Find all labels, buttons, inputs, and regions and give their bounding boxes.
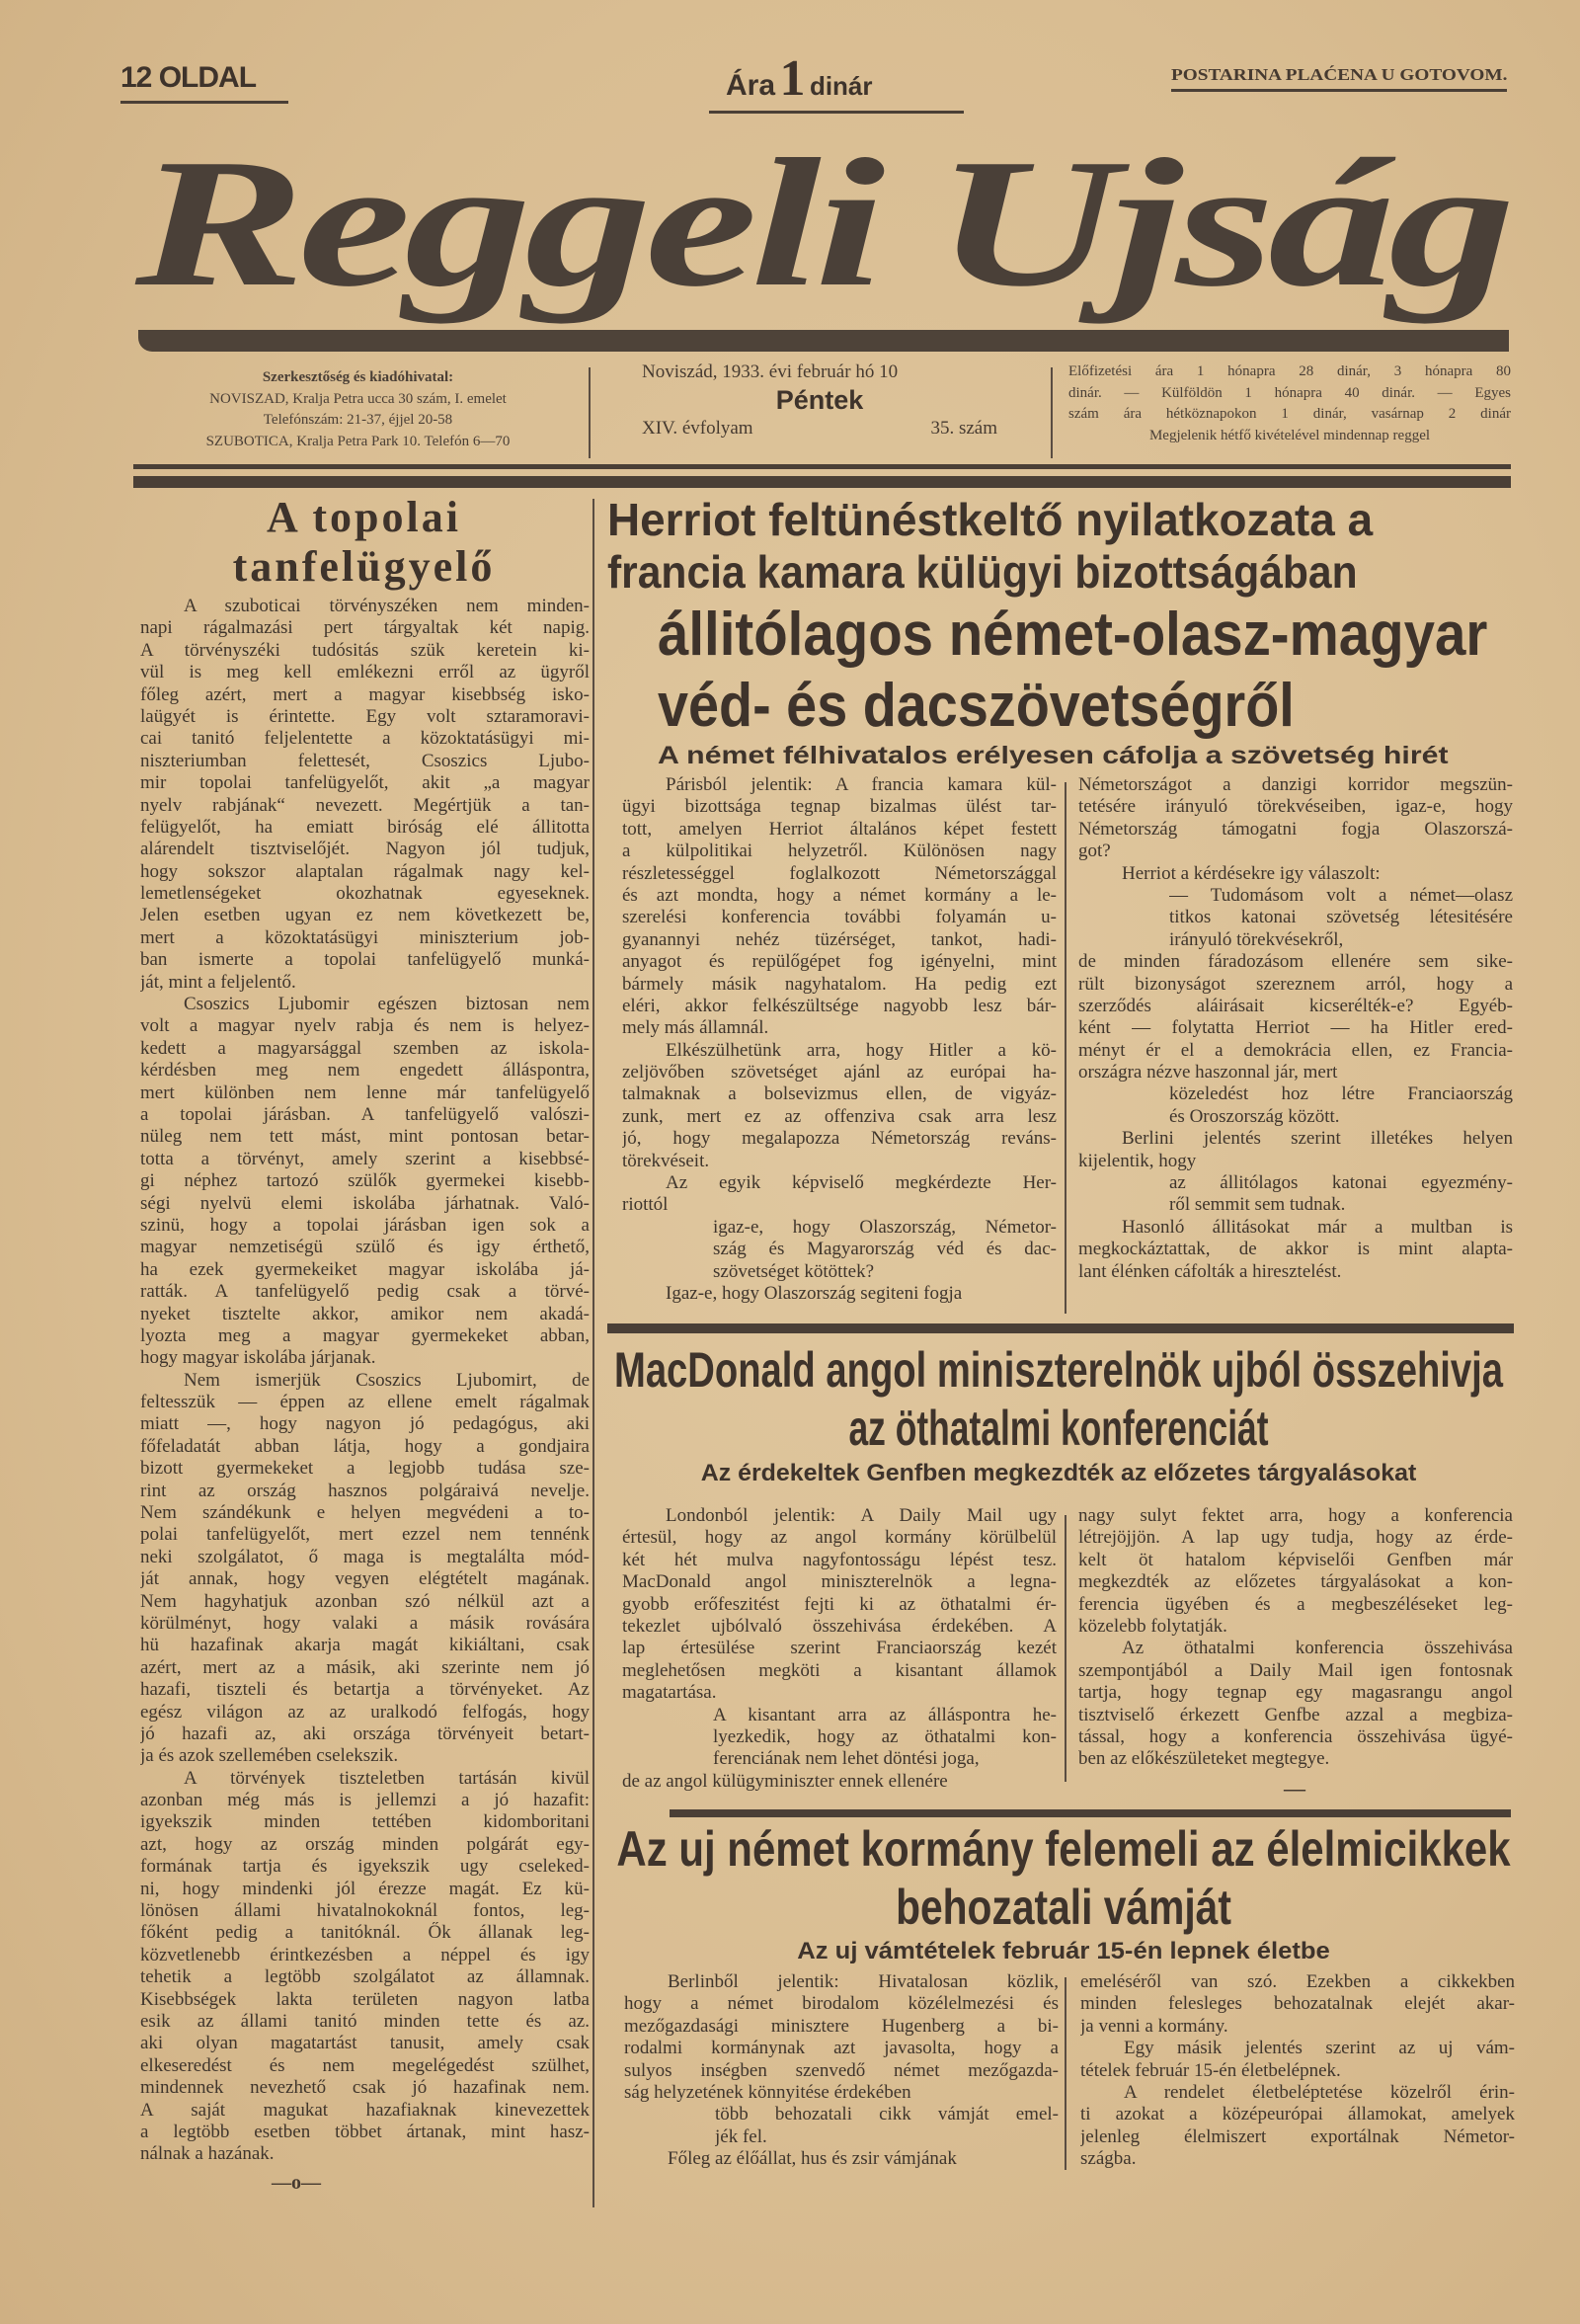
issue-weekday: Péntek	[775, 385, 864, 415]
text-line: részletességgel foglalkozott Németországgal	[622, 862, 1057, 884]
text-line: jelenleg élelmiszert exportálnak Németor-	[1080, 2125, 1515, 2147]
macdonald-headline-line: MacDonald angol miniszterelnök ujból összehivja	[613, 1342, 1504, 1398]
text-line: ti azokat a középeurópai államokat, amelyek	[1080, 2104, 1515, 2125]
text-line: ként — folytatta Herriot — ha Hitler ered-	[1078, 1017, 1513, 1039]
text-line: felügyelőt, ha emiatt biróság elé állitotta	[140, 816, 590, 838]
text-line: tisztviselő érkezett Genfbe azzal a megbiza-	[1078, 1704, 1513, 1725]
paragraph	[1080, 1971, 1515, 2038]
herriot-column-rule	[1065, 782, 1066, 1314]
text-line: tekezlet ujbólvaló összehivása érdekében. A	[622, 1615, 1057, 1637]
subscription-line: Előfizetési ára 1 hónapra 28 dinár, 3 hónapra 80	[1068, 363, 1511, 379]
text-line: minden felesleges behozatalnak elejét akar-	[1080, 1993, 1515, 2015]
paragraph	[1078, 1128, 1513, 1172]
text-line: irányuló törekvésekről,	[1169, 928, 1344, 950]
text-line: Németország támogatni fogja Olaszorszá-	[1078, 818, 1513, 840]
header-rule-thick	[133, 476, 1511, 488]
text-line: meglehetősen megköti a kisantant államok	[622, 1659, 1057, 1681]
herriot-deck-line: állitólagos német-olasz-magyar	[658, 601, 1488, 669]
text-line: szág és Magyarország véd és dac-	[713, 1239, 1057, 1260]
text-line: igyekszik minden tettében kidomboritani	[140, 1811, 590, 1833]
text-line: ja és azok szellemében cselekszik.	[140, 1745, 399, 1767]
text-line: volt a magyar nyelv rabja és nem is helyez-	[140, 1015, 590, 1037]
text-line: magatartása.	[622, 1682, 717, 1704]
text-line: közeledést hoz létre Franciaország	[1169, 1083, 1513, 1105]
text-line: hü hazafinak akarja magát kikiáltani, csak	[140, 1635, 590, 1656]
paragraph	[140, 596, 590, 994]
text-line: got?	[1078, 841, 1111, 862]
text-line: szerelési konferencia további folyamán u-	[622, 907, 1057, 928]
text-line: ban ismerte a topolai tanfelügyelő munká-	[140, 949, 590, 971]
text-line: ja venni a kormány.	[1080, 2015, 1228, 2037]
text-line: azért, mert az a másik, aki szerinte nem jó	[140, 1656, 590, 1678]
section-rule	[670, 1809, 1511, 1817]
text-line: lönösen állami hivatalnokoknál fontos, leg-	[140, 1900, 590, 1922]
text-line: zeljövőben szövetséget ajánl az európai ha-	[622, 1062, 1057, 1083]
paragraph	[622, 1040, 1057, 1172]
text-line: — Tudomásom volt a német—olasz	[1169, 884, 1513, 906]
text-line: ségi nyelvü elemi iskolába járhatnak. Való-	[140, 1192, 590, 1214]
text-line: Az öthatalmi konferencia összehivása	[1122, 1638, 1513, 1659]
text-line: ügyi bizottsága tegnap bizalmas ülést tar-	[622, 796, 1057, 818]
paragraph	[1078, 951, 1513, 1083]
text-line: azonban még más is jellemzi a jó hazafit:	[140, 1790, 590, 1811]
text-line: körülményt, hogy valaki a másik rovására	[140, 1612, 590, 1634]
issue-info	[642, 361, 997, 440]
text-line: sulyos inségben szenvedő német mezőgazda-	[624, 2059, 1059, 2081]
text-line: gyobb erőfeszitést fejti ki az öthatalmi ér-	[622, 1593, 1057, 1615]
title-line: A topolai	[267, 493, 461, 541]
text-line: formának tartja és igyekszik ugy cseleked-	[140, 1856, 590, 1878]
paragraph	[1078, 1638, 1513, 1770]
text-line: szempontjából a Daily Mail igen fontosnak	[1078, 1659, 1513, 1681]
text-line: ni, hogy mindenki jól érezze magát. Ez kü-	[140, 1878, 590, 1899]
masthead-logo: Reggeli Ujság	[135, 121, 1509, 325]
text-line: A törvényszéki tudósitás szük keretein ki-	[140, 639, 590, 661]
text-line: lyezkedik, hogy az öthatalmi kon-	[713, 1725, 1057, 1747]
paragraph	[622, 1172, 1057, 1217]
vam-headline-line: Az uj német kormány felemeli az élelmicikkek	[616, 1821, 1511, 1877]
text-line: Jelen esetben ugyan ez nem következett be,	[140, 905, 590, 926]
text-line: mindennek nevezhető csak jó hazafinak nem.	[140, 2077, 590, 2099]
price-unit: dinár	[809, 71, 873, 101]
text-line: vül is meg kell emlékezni erről az ügyről	[140, 662, 590, 683]
text-line: ját annak, hogy vegyen elégtételt magának.	[140, 1568, 590, 1590]
text-line: miatt —, hogy nagyon jó pedagógus, aki	[140, 1413, 590, 1435]
paragraph	[1078, 774, 1513, 863]
text-line: ről semmit sem tudnak.	[1169, 1194, 1346, 1216]
text-line: tartja, hogy tegnap egy magasrangu angol	[1078, 1682, 1513, 1704]
text-line: azt, hogy az ország minden polgárát egy-	[140, 1833, 590, 1855]
text-line: tehetik a legtöbb szolgálatot az államnak.	[140, 1966, 590, 1988]
paragraph	[140, 994, 590, 1370]
text-line: ság helyzetének könnyitése érdekében	[624, 2081, 911, 2103]
quoted-paragraph	[624, 2104, 1059, 2148]
text-line: polai tanfelügyelőt, mert ezzel nem tennénk	[140, 1524, 590, 1546]
text-line: rint az ország hasznos polgáraivá nevelje.	[140, 1480, 590, 1501]
text-line: szerződés aláirásait kicserélték-e? Egyéb-	[1078, 995, 1513, 1016]
macdonald-end-mark: —	[1284, 1776, 1305, 1801]
text-line: emeléséről van szó. Ezekben a cikkekben	[1080, 1971, 1515, 1992]
text-line: Egy másik jelentés szerint az uj vám-	[1124, 2038, 1515, 2059]
text-line: egész világon az az uralkodó felfogás, hogy	[140, 1701, 590, 1723]
paragraph	[624, 1971, 1059, 2104]
paragraph	[624, 2148, 1059, 2170]
issue-volume: XIV. évfolyam	[642, 418, 753, 439]
text-line: A szuboticai törvényszéken nem minden-	[184, 596, 590, 616]
text-line: a legtöbb esetben többet ártanak, mint hasz-	[140, 2121, 590, 2142]
text-line: megkezdték az előzetes tárgyalásokat a kon-	[1078, 1571, 1513, 1593]
publication-schedule: Megjelenik hétfő kivételével mindennap reggel	[1148, 427, 1431, 443]
text-line: ha ezek gyermekeiket magyar iskolába já-	[140, 1258, 590, 1280]
paragraph	[140, 1370, 590, 1768]
column-rule-left	[592, 499, 594, 2207]
article-topolai	[138, 493, 590, 2207]
text-line: létrejöjjön. A lap ugy tudja, hogy az érde-	[1078, 1527, 1513, 1549]
text-line: alárendelt tisztviselőjét. Nagyon jól tudjuk,	[140, 839, 590, 860]
office-address-noviszad: NOVISZAD, Kralja Petra ucca 30 szám, I. emelet	[209, 390, 507, 407]
office-address-szubotica: SZUBOTICA, Kralja Petra Park 10. Telefón 6—70	[205, 433, 511, 449]
subscription-info	[1068, 361, 1511, 446]
text-line: kérdésben meg nem engedett álláspontra,	[140, 1060, 590, 1082]
text-line: a topolai járásban. A tanfelügyelő valószi-	[140, 1103, 590, 1125]
text-line: feltesszük — éppen az ellene emelt rágalmak	[140, 1392, 590, 1413]
text-line: jék fel.	[715, 2125, 767, 2147]
text-line: hogy a német birodalom közélelmezési és	[624, 1993, 1059, 2015]
herriot-column-2	[1078, 774, 1513, 1283]
text-line: eléri, akkor felkészültsége nagyobb lesz bár-	[622, 995, 1057, 1016]
text-line: hazafi, tiszteli és betartja a törvényeket. Az	[140, 1679, 590, 1701]
text-line: kedett a magyarsággal szemben az iskola-	[140, 1037, 590, 1059]
text-line: lant élénken cáfolták a hiresztelést.	[1078, 1260, 1342, 1282]
text-line: törekvéseit.	[622, 1150, 710, 1171]
postage-underline	[1171, 89, 1507, 92]
subscription-line: dinár. — Külföldön 1 hónapra 40 dinár. — Egyes	[1068, 384, 1511, 401]
text-line: cai tanitó feljelentette a közoktatásügyi mi-	[140, 728, 590, 750]
macdonald-column-rule	[1065, 1515, 1066, 1782]
text-line: de minden fáradozásom ellenére sem sike-	[1078, 951, 1513, 973]
price-underline	[709, 111, 964, 114]
text-line: bármely másik nagyhatalom. Ha pedig ezt	[622, 973, 1057, 995]
quoted-paragraph	[622, 1217, 1057, 1283]
text-line: jó, hogy megalapozza Németország reváns-	[622, 1128, 1057, 1150]
end-mark: —o—	[272, 2172, 321, 2194]
text-line: MacDonald angol miniszterelnök a legna-	[622, 1571, 1057, 1593]
text-line: riottól	[622, 1194, 669, 1216]
text-line: nüleg nem tett mást, mint pontosan betar-	[140, 1126, 590, 1148]
text-line: ferencia ügyében és a megbeszéléseket leg-	[1078, 1593, 1513, 1615]
text-line: elkeseredést és nem megelégedést szülhet,	[140, 2054, 590, 2076]
postage-note: POSTARINA PLAĆENA U GOTOVOM.	[1171, 65, 1508, 84]
text-line: bizott gyermekeket a legjobb tudása sze-	[140, 1458, 590, 1480]
paragraph	[140, 1768, 590, 2166]
text-line: közvetlenebb érintkezésben a néppel és igy	[140, 1944, 590, 1965]
page-count-label: 12 OLDAL	[120, 61, 257, 94]
text-line: igaz-e, hogy Olaszország, Németor-	[713, 1216, 1057, 1238]
text-line: tott, amelyen Herriot általános képet festett	[622, 818, 1057, 840]
text-line: tételek február 15-én életbelépnek.	[1080, 2059, 1341, 2081]
text-line: és azt mondta, hogy a német kormány a le-	[622, 884, 1057, 906]
text-line: több behozatali cikk vámját emel-	[715, 2104, 1059, 2125]
herriot-subhead: A német félhivatalos erélyesen cáfolja a szövetség hirét	[658, 742, 1449, 769]
text-line: A saját magukat hazafiaknak kinevezettek	[140, 2099, 590, 2121]
text-line: de az angol külügyminiszter ennek ellenére	[622, 1770, 948, 1792]
price-number: 1	[779, 50, 806, 107]
text-line: szinü, hogy a topolai járásban igen sok a	[140, 1214, 590, 1236]
text-line: főleg azért, mert a magyar kisebbség isko-	[140, 683, 590, 705]
text-line: Az egyik képviselő megkérdezte Her-	[666, 1172, 1057, 1194]
text-line: napi rágalmazási pert tárgyaltak két napig.	[140, 617, 590, 639]
paragraph	[622, 1283, 1057, 1305]
text-line: mezőgazdasági minisztere Hugenberg a bi-	[624, 2015, 1059, 2037]
paragraph	[622, 774, 1057, 1040]
text-line: Hasonló állitásokat már a multban is	[1122, 1216, 1513, 1238]
text-line: szágba.	[1080, 2148, 1137, 2170]
text-line: közelebb folytatják.	[1078, 1615, 1227, 1637]
macdonald-subhead: Az érdekeltek Genfben megkezdték az előzetes tárgyalásokat	[700, 1460, 1417, 1486]
paragraph	[1078, 863, 1513, 885]
info-divider-left	[589, 367, 591, 458]
paragraph	[1080, 2038, 1515, 2082]
text-line: nálnak a hazának.	[140, 2143, 275, 2165]
text-line: az állitólagos katonai egyezmény-	[1169, 1172, 1513, 1194]
text-line: A törvények tiszteletben tartásán kivül	[184, 1767, 590, 1789]
text-line: Nem szándékunk e helyen megvédeni a to-	[140, 1502, 590, 1524]
text-line: megkockáztattak, de akkor is mint alapta-	[1078, 1239, 1513, 1260]
article-topolai-title	[138, 493, 590, 592]
text-line: nyelv rabjának“ nevezett. Megértjük a tan-	[140, 794, 590, 816]
text-line: ferenciának nem lehet döntési joga,	[713, 1748, 980, 1770]
vam-column-rule	[1065, 1977, 1066, 2170]
quoted-paragraph	[622, 1705, 1057, 1771]
quoted-paragraph	[1078, 1083, 1513, 1128]
text-line: Nem hagyhatjuk azonban szó nélkül azt a	[140, 1590, 590, 1612]
title-line: tanfelügyelő	[232, 542, 496, 591]
text-line: országra nézve haszonnal jár, mert	[1078, 1062, 1338, 1083]
text-line: laügyét is érintette. Egy volt sztaramoravi-	[140, 705, 590, 727]
text-line: esik az állami tanitó minden tette és az.	[140, 2011, 590, 2032]
text-line: titkos katonai szövetség létesitésére	[1169, 907, 1513, 928]
text-line: mir topolai tanfelügyelőt, akit „a magyar	[140, 772, 590, 794]
masthead-bar	[138, 330, 1509, 352]
text-line: zunk, mert ez az offenziva csak arra lesz	[622, 1105, 1057, 1127]
herriot-column-1	[622, 774, 1057, 1305]
text-line: magyar nemzetiségü szülő és igy érthető,	[140, 1237, 590, 1258]
text-line: niszteriumban felettesét, Csoszics Ljubo-	[140, 750, 590, 771]
text-line: lyozta meg a magyar gyermekeket abban,	[140, 1324, 590, 1346]
info-divider-right	[1051, 367, 1053, 458]
paragraph	[1078, 1505, 1513, 1638]
text-line: Kisebbségek lakta területen nagyon latba	[140, 1988, 590, 2010]
macdonald-column-1	[622, 1505, 1057, 1793]
text-line: lap értesülése szerint Franciaország kezét	[622, 1638, 1057, 1659]
text-line: totta a törvényt, amely szerint a kisebbsé-	[140, 1148, 590, 1169]
issue-date: Noviszád, 1933. évi február hó 10	[642, 361, 899, 382]
text-line: A kisantant arra az álláspontra he-	[713, 1704, 1057, 1725]
text-line: lemetlenségeket okozhatnak egyeseknek.	[140, 883, 590, 905]
text-line: aki olyan magatartást tanusit, amely csak	[140, 2033, 590, 2054]
vam-subhead: Az uj vámtételek február 15-én lepnek életbe	[797, 1938, 1330, 1964]
text-line: Nem ismerjük Csoszics Ljubomirt, de	[184, 1369, 590, 1391]
page-count	[120, 61, 256, 95]
text-line: főfeladatát abban látja, hogy a gondjaira	[140, 1435, 590, 1457]
text-line: a külpolitikai helyzetről. Különösen nagy	[622, 841, 1057, 862]
text-line: és Oroszország között.	[1169, 1105, 1340, 1127]
text-line: Herriot a kérdésekre igy válaszolt:	[1122, 862, 1381, 884]
quoted-paragraph	[1078, 1172, 1513, 1217]
text-line: két hét mulva nagyfontosságu lépést tesz.	[622, 1549, 1057, 1570]
office-info	[133, 367, 583, 452]
text-line: Igaz-e, hogy Olaszország segiteni fogja	[666, 1282, 963, 1304]
text-line: Csoszics Ljubomir egészen biztosan nem	[184, 994, 590, 1015]
paragraph	[1080, 2082, 1515, 2171]
text-line: Berlinből jelentik: Hivatalosan közlik,	[668, 1971, 1059, 1992]
herriot-headline-line: Herriot feltünéstkeltő nyilatkozata a	[607, 494, 1374, 545]
text-line: gyanannyi nehéz tüzérséget, tankot, hadi-	[622, 928, 1057, 950]
text-line: hogy sokszor alaptalan rágalmak nagy kel-	[140, 860, 590, 882]
text-line: főként pedig a tanitóknál. Ők állanak leg-	[140, 1922, 590, 1944]
text-line: nagy sulyt fektet arra, hogy a konferencia	[1078, 1505, 1513, 1526]
issue-volume-row	[642, 418, 997, 440]
text-line: Berlini jelentés szerint illetékes helyen	[1122, 1128, 1513, 1150]
text-line: ratták. A tanfelügyelő pedig csak a törvé-	[140, 1281, 590, 1303]
vam-column-2	[1080, 1971, 1515, 2171]
text-line: rült bizonyságot szereznem arról, hogy a	[1078, 973, 1513, 995]
paragraph	[622, 1505, 1057, 1705]
text-line: kelt öt hatalom képviselői Genfben már	[1078, 1549, 1513, 1570]
office-phone: Telefónszám: 21-37, éjjel 20-58	[263, 412, 453, 428]
herriot-deck-line: véd- és dacszövetségről	[658, 672, 1295, 740]
vam-headline-line: behozatali vámját	[896, 1880, 1231, 1935]
text-line: mely más államnál.	[622, 1017, 769, 1039]
text-line: neki szolgálatot, ő maga is megtalálta mód-	[140, 1546, 590, 1567]
text-line: hogy magyar iskolába járjanak.	[140, 1347, 376, 1369]
price	[726, 49, 873, 108]
text-line: Londonból jelentik: A Daily Mail ugy	[666, 1505, 1057, 1526]
text-line: Németországot a danzigi korridor megszün-	[1078, 774, 1513, 795]
text-line: jó hazafi az, aki országa törvényeit betart-	[140, 1723, 590, 1744]
quoted-paragraph	[1078, 885, 1513, 951]
text-line: tással, hogy a konferencia összehivása ügyé-	[1078, 1725, 1513, 1747]
text-line: Párisból jelentik: A francia kamara kül-	[666, 774, 1057, 795]
text-line: nyeket tisztelte akkor, amikor nem akadá-	[140, 1303, 590, 1324]
text-line: anyagot és repülőgépet fog igényelni, mint	[622, 951, 1057, 973]
text-line: mert a közoktatásügyi miniszterium job-	[140, 926, 590, 948]
text-line: ját, mint a feljelentő.	[140, 971, 296, 993]
text-line: ben az előkészületeket megtegye.	[1078, 1748, 1330, 1770]
header-rule-thin	[133, 464, 1511, 469]
article-topolai-body	[140, 596, 590, 2166]
text-line: szövetséget kötöttek?	[713, 1260, 875, 1282]
macdonald-column-2	[1078, 1505, 1513, 1771]
text-line: gi néphez tartozó szülők gyermekei kisebb-	[140, 1170, 590, 1192]
text-line: kijelentik, hogy	[1078, 1150, 1197, 1171]
text-line: ményt ér el a demokrácia ellen, ez Francia-	[1078, 1039, 1513, 1061]
macdonald-headline-line: az öthatalmi konferenciát	[848, 1401, 1269, 1456]
text-line: mert különben nem lenne már tanfelügyelő	[140, 1082, 590, 1103]
section-rule	[607, 1323, 1514, 1333]
text-line: rodalmi kormánynak azt javasolta, hogy a	[624, 2038, 1059, 2059]
text-line: A rendelet életbeléptetése közelről érin-	[1124, 2081, 1515, 2103]
office-heading: Szerkesztőség és kiadóhivatal:	[262, 369, 454, 385]
page-count-underline	[120, 101, 288, 104]
paragraph	[1078, 1217, 1513, 1283]
text-line: tetésére irányuló törekvéseiben, igaz-e, hogy	[1078, 796, 1513, 818]
issue-number: 35. szám	[930, 418, 997, 439]
text-line: talmaknak a bolsevizmus ellen, de vigyáz-	[622, 1083, 1057, 1105]
subscription-line: szám ára hétköznapokon 1 dinár, vasárnap 2 dinár	[1068, 406, 1511, 422]
paragraph	[622, 1771, 1057, 1793]
herriot-headline-line: francia kamara külügyi bizottságában	[607, 546, 1358, 598]
text-line: értesül, hogy az angol kormány körülbelül	[622, 1527, 1057, 1549]
price-prefix: Ára	[726, 69, 776, 102]
text-line: Főleg az élőállat, hus és zsir vámjának	[668, 2148, 957, 2170]
text-line: Elkészülhetünk arra, hogy Hitler a kö-	[666, 1039, 1057, 1061]
vam-column-1	[624, 1971, 1059, 2171]
